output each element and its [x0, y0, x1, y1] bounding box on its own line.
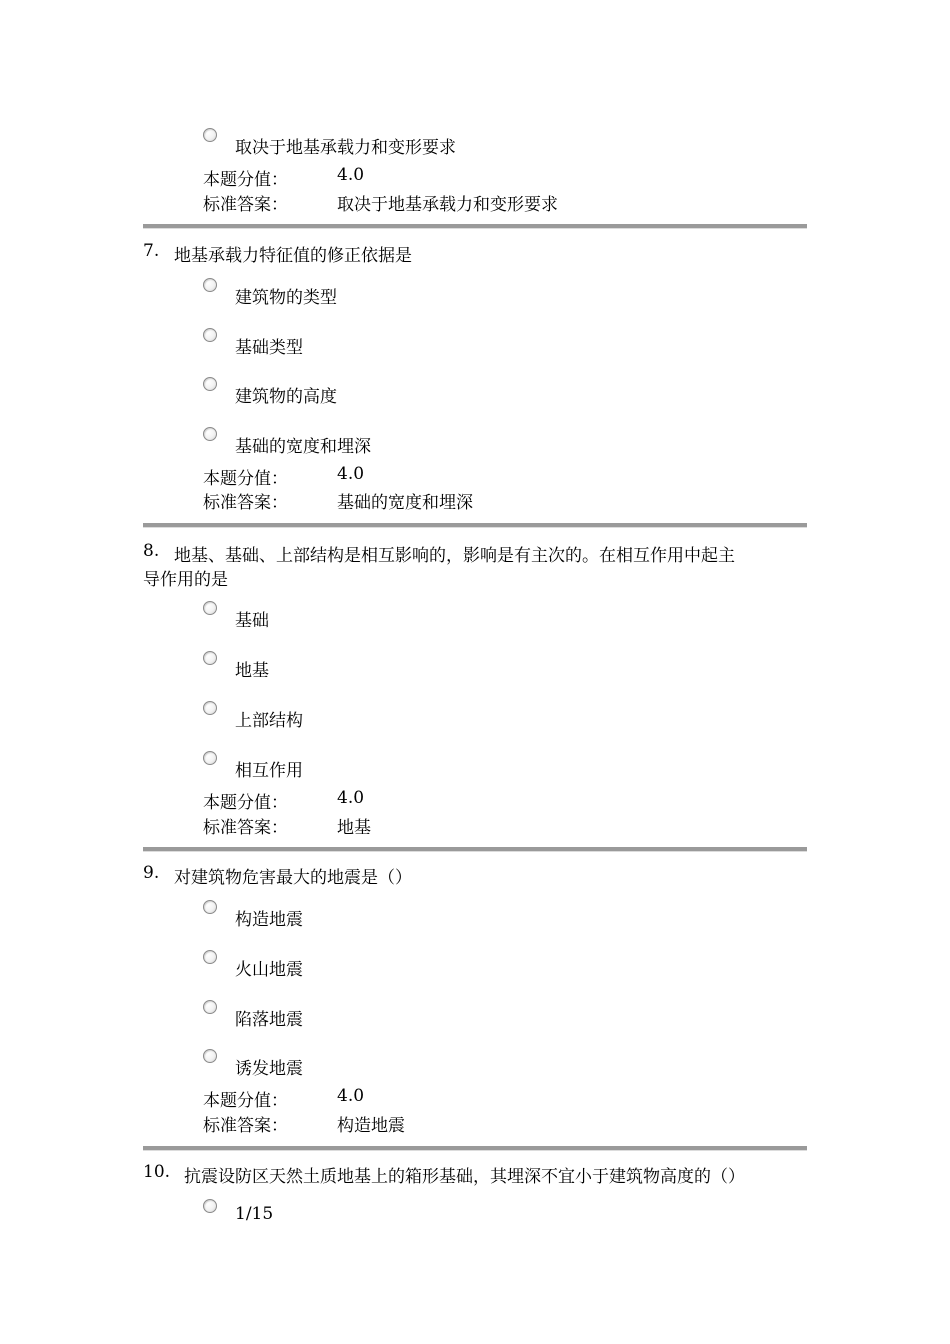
q8-score-label: 本题分值： [203, 793, 288, 813]
q7-option-3-label: 建筑物的高度 [235, 387, 337, 407]
q7-option-1-label: 建筑物的类型 [235, 288, 337, 308]
radio-q7-option-3[interactable] [203, 377, 217, 391]
q7-option-4-label: 基础的宽度和埋深 [235, 437, 371, 457]
radio-q7-option-1[interactable] [203, 278, 217, 292]
q8-question-text-line1: 地基、基础、上部结构是相互影响的，影响是有主次的。在相互作用中起主 [174, 546, 735, 566]
q9-score-label: 本题分值： [203, 1091, 288, 1111]
divider [143, 847, 807, 852]
q8-question-text-line2: 导作用的是 [143, 570, 228, 590]
q7-number: 7. [143, 241, 160, 261]
radio-q8-option-2[interactable] [203, 651, 217, 665]
q7-score-label: 本题分值： [203, 469, 288, 489]
radio-q9-option-1[interactable] [203, 900, 217, 914]
q8-answer-value: 地基 [337, 818, 371, 838]
radio-q9-option-4[interactable] [203, 1049, 217, 1063]
radio-q9-option-3[interactable] [203, 1000, 217, 1014]
q7-question-text: 地基承载力特征值的修正依据是 [174, 246, 412, 266]
radio-q8-option-3[interactable] [203, 701, 217, 715]
radio-q7-option-2[interactable] [203, 328, 217, 342]
radio-q7-option-4[interactable] [203, 427, 217, 441]
radio-q6-option-1[interactable] [203, 128, 217, 142]
q9-answer-label: 标准答案： [203, 1116, 288, 1136]
q9-option-2-label: 火山地震 [235, 960, 303, 980]
divider [143, 224, 807, 229]
q8-option-4-label: 相互作用 [235, 761, 303, 781]
divider [143, 523, 807, 528]
q8-option-2-label: 地基 [235, 661, 269, 681]
radio-q8-option-4[interactable] [203, 751, 217, 765]
q7-answer-value: 基础的宽度和埋深 [337, 493, 473, 513]
q9-question-text: 对建筑物危害最大的地震是（） [174, 868, 412, 888]
q6-option-1-label: 取决于地基承载力和变形要求 [235, 138, 456, 158]
q9-option-1-label: 构造地震 [235, 910, 303, 930]
q6-answer-value: 取决于地基承载力和变形要求 [337, 195, 558, 215]
q6-answer-label: 标准答案： [203, 195, 288, 215]
radio-q10-option-1[interactable] [203, 1199, 217, 1213]
radio-q9-option-2[interactable] [203, 950, 217, 964]
q8-score-value: 4.0 [337, 788, 365, 808]
q10-number: 10. [143, 1162, 171, 1182]
q9-option-4-label: 诱发地震 [235, 1059, 303, 1079]
q9-answer-value: 构造地震 [337, 1116, 405, 1136]
q6-score-value: 4.0 [337, 165, 365, 185]
q7-answer-label: 标准答案： [203, 493, 288, 513]
divider [143, 1146, 807, 1151]
q8-number: 8. [143, 541, 160, 561]
q10-question-text: 抗震设防区天然土质地基上的箱形基础，其埋深不宜小于建筑物高度的（） [184, 1167, 745, 1187]
q8-option-1-label: 基础 [235, 611, 269, 631]
q9-number: 9. [143, 863, 160, 883]
q7-option-2-label: 基础类型 [235, 338, 303, 358]
q6-score-label: 本题分值： [203, 170, 288, 190]
radio-q8-option-1[interactable] [203, 601, 217, 615]
q8-option-3-label: 上部结构 [235, 711, 303, 731]
q10-option-1-label: 1/15 [235, 1204, 274, 1224]
q7-score-value: 4.0 [337, 464, 365, 484]
q9-score-value: 4.0 [337, 1086, 365, 1106]
q9-option-3-label: 陷落地震 [235, 1010, 303, 1030]
q8-answer-label: 标准答案： [203, 818, 288, 838]
